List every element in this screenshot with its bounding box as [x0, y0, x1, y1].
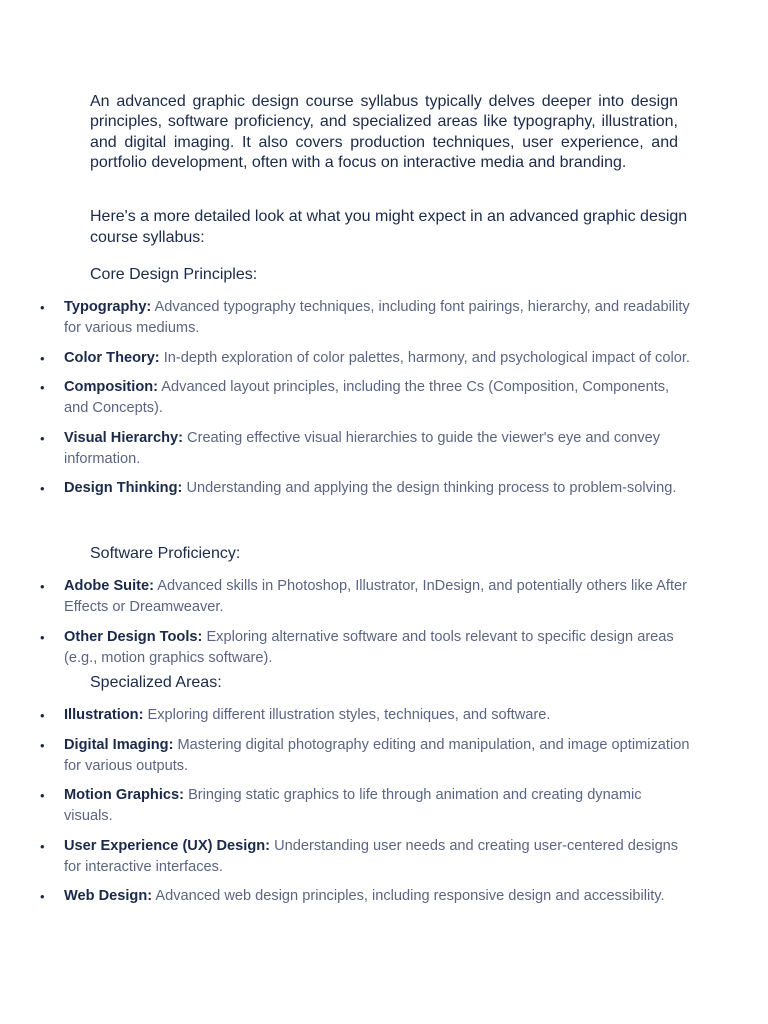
item-description: Advanced skills in Photoshop, Illustrator, InDesign, and potentially others like After Effects or Dreamweaver. — [64, 578, 687, 615]
item-term: Illustration: — [64, 707, 144, 723]
intro-paragraph: An advanced graphic design course syllabus typically delves deeper into design principles, software proficiency, and specialized areas like typography, illustration, and digital imaging. It also covers production techniques, user experience, and portfolio development, often with a focus on interactive media and branding. — [90, 93, 678, 172]
section-heading-specialized: Specialized Areas: — [90, 674, 222, 691]
item-description: Exploring alternative software and tools relevant to specific design areas (e.g., motion graphics software). — [64, 628, 674, 666]
item-description: Creating effective visual hierarchies to guide the viewer's eye and convey information. — [64, 429, 661, 467]
list-item — [0, 735, 690, 777]
item-term: Motion Graphics: — [64, 787, 184, 803]
specialized-list — [0, 705, 690, 916]
core-principles-list — [0, 297, 690, 508]
item-term: Digital Imaging: — [64, 736, 174, 753]
item-term: Visual Hierarchy: — [64, 429, 183, 446]
item-term: Design Thinking: — [64, 480, 183, 496]
item-description: Advanced web design principles, including responsive design and accessibility. — [155, 888, 665, 904]
list-item — [0, 428, 690, 470]
section-heading-software: Software Proficiency: — [90, 545, 241, 562]
list-item — [0, 297, 690, 339]
item-description: Mastering digital photography editing and manipulation, and image optimization for various outputs. — [64, 736, 690, 774]
item-description: Exploring different illustration styles, techniques, and software. — [147, 707, 551, 723]
item-description: Understanding and applying the design thinking process to problem-solving. — [186, 480, 677, 496]
item-term: Adobe Suite: — [64, 578, 154, 594]
list-item — [0, 705, 690, 726]
list-item — [0, 576, 690, 618]
list-item — [0, 377, 690, 419]
list-item — [0, 785, 690, 827]
item-description: Bringing static graphics to life through animation and creating dynamic visuals. — [64, 787, 642, 824]
item-term: Web Design: — [64, 888, 153, 904]
software-list — [0, 576, 690, 677]
item-term: User Experience (UX) Design: — [64, 837, 271, 854]
item-description: Understanding user needs and creating user-centered designs for interactive interfaces. — [64, 837, 679, 875]
intro-lead-paragraph: Here's a more detailed look at what you might expect in an advanced graphic design course syllabus: — [90, 208, 688, 246]
list-item — [0, 627, 690, 669]
item-description: In-depth exploration of color palettes, harmony, and psychological impact of color. — [163, 349, 690, 366]
item-term: Composition: — [64, 379, 159, 395]
section-heading-core: Core Design Principles: — [90, 266, 258, 283]
list-item — [0, 348, 690, 369]
item-description: Advanced typography techniques, including font pairings, hierarchy, and readability for various mediums. — [64, 299, 690, 336]
item-description: Advanced layout principles, including the three Cs (Composition, Components, and Concepts). — [64, 379, 670, 416]
list-item — [0, 886, 690, 907]
item-term: Color Theory: — [64, 349, 160, 366]
item-term: Other Design Tools: — [64, 628, 203, 645]
list-item — [0, 478, 690, 499]
list-item — [0, 836, 690, 878]
item-term: Typography: — [64, 299, 152, 315]
